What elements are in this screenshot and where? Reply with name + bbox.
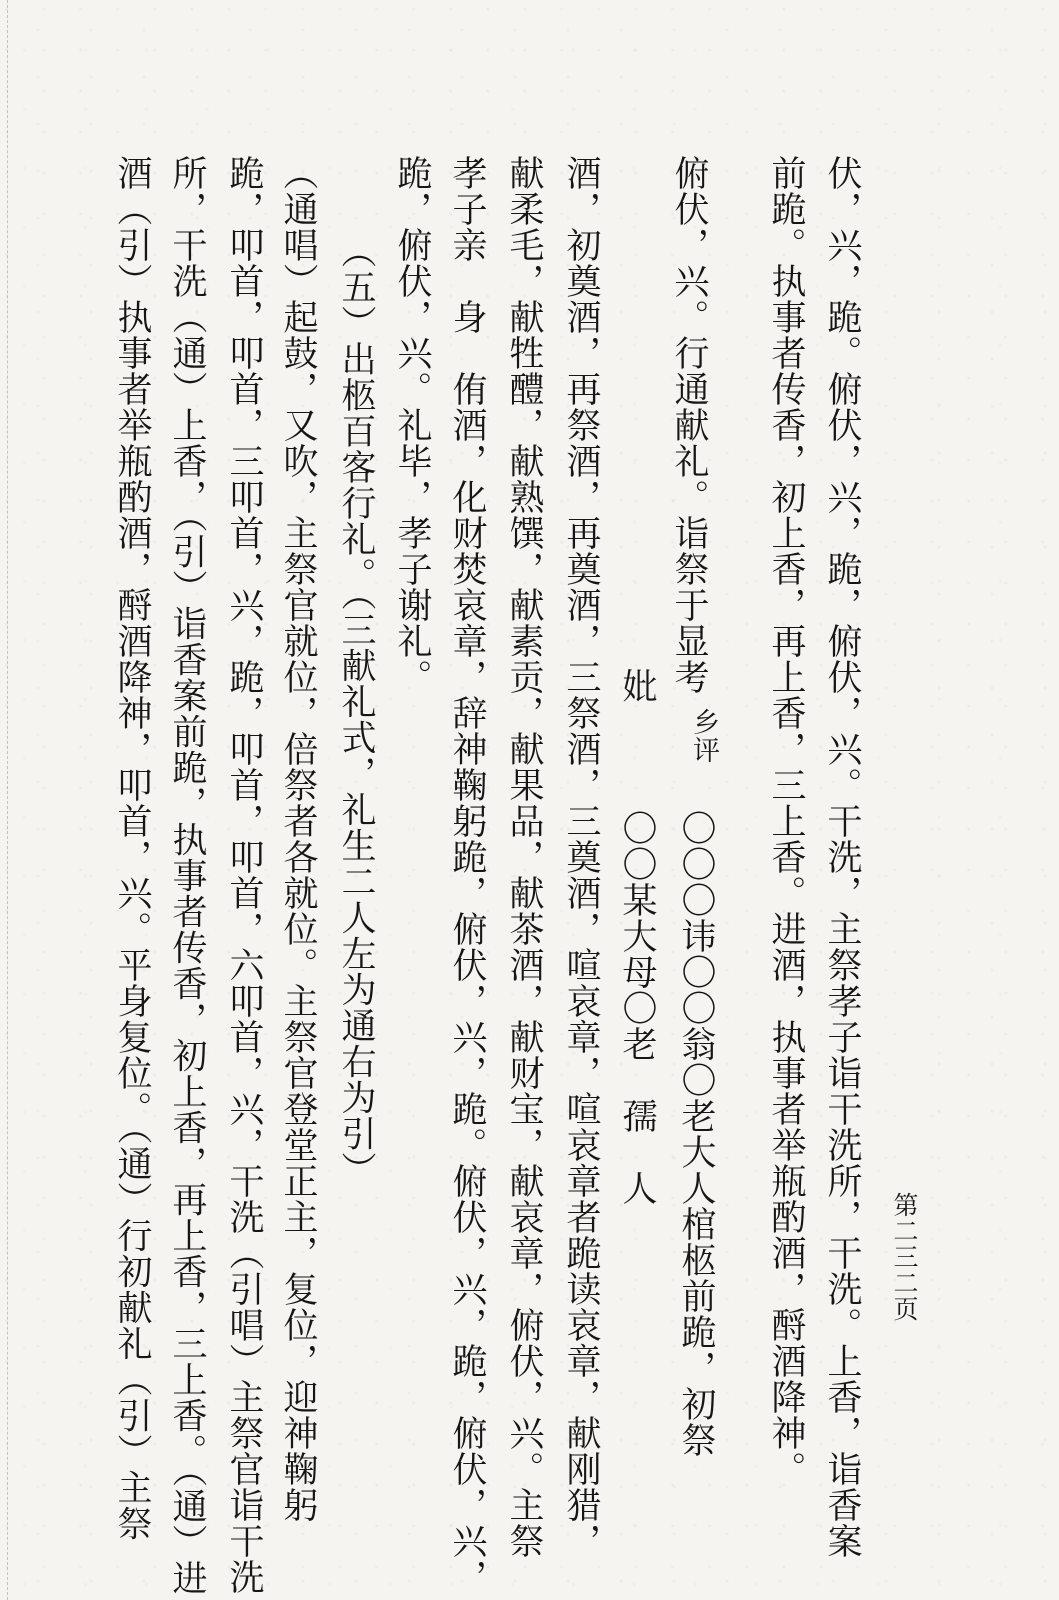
page-number: 第二三二页	[890, 1192, 919, 1322]
text-column-9: （通唱）起鼓，又吹，主祭官就位，倍祭者各就位。主祭官登堂正主，复位，迎神鞠躬	[278, 155, 318, 1523]
text-column-11: 所，干洗（通）上香，（引）诣香案前跪，执事者传香，初上香，再上香，三上香。（通）进	[167, 155, 207, 1596]
text-column-7: 跪，俯伏，兴。礼毕，孝子谢礼。	[392, 155, 432, 695]
text-column-1: 伏，兴，跪。俯伏，兴，跪，俯伏，兴。干洗，主祭孝子诣干洗所，干洗。上香，诣香案	[822, 155, 862, 1559]
honorific-upper: 乡评	[688, 708, 719, 764]
text-column-12: 酒（引）执事者举瓶酌酒，酹酒降神，叩首，兴。平身复位。（通）行初献礼（引）主祭	[112, 155, 152, 1542]
text-column-10: 跪，叩首，叩首，三叩首，兴，跪，叩首，叩首，六叩首，兴，干洗（引唱）主祭官诣干洗	[224, 155, 264, 1595]
text-column-5: 献柔毛，献牲醴，献熟馔，献素贡，献果品，献茶酒，献财宝，献哀章，俯伏，兴。主祭	[504, 155, 544, 1559]
text-column-4: 酒，初奠酒，再祭酒，再奠酒，三祭酒，三奠酒，喧哀章，喧哀章者跪读哀章，献刚猎，	[561, 155, 601, 1559]
text-column-3: 俯伏，兴。行通献礼。诣祭于显考	[669, 155, 709, 695]
deceased-name-line: 〇〇〇讳〇〇翁〇老大人棺柩前跪，初祭	[676, 810, 716, 1458]
text-column-6: 孝子亲 身 侑酒，化财焚哀章，辞神鞠躬跪，俯伏，兴，跪。俯伏，兴，跪，俯伏，兴，	[447, 155, 487, 1595]
section-heading: （五）出柩百客行礼。（三献礼式，礼生二人左为通右为引）	[336, 233, 376, 1188]
honorific-lower: 妣	[617, 668, 657, 704]
text-column-2: 前跪。执事者传香，初上香，再上香，三上香。进酒，执事者举瓶酌酒，酹酒降神。	[766, 155, 806, 1487]
deceased-mother-line: 〇〇某大母〇老 孺 人	[617, 810, 657, 1206]
scan-edge	[0, 0, 8, 1600]
